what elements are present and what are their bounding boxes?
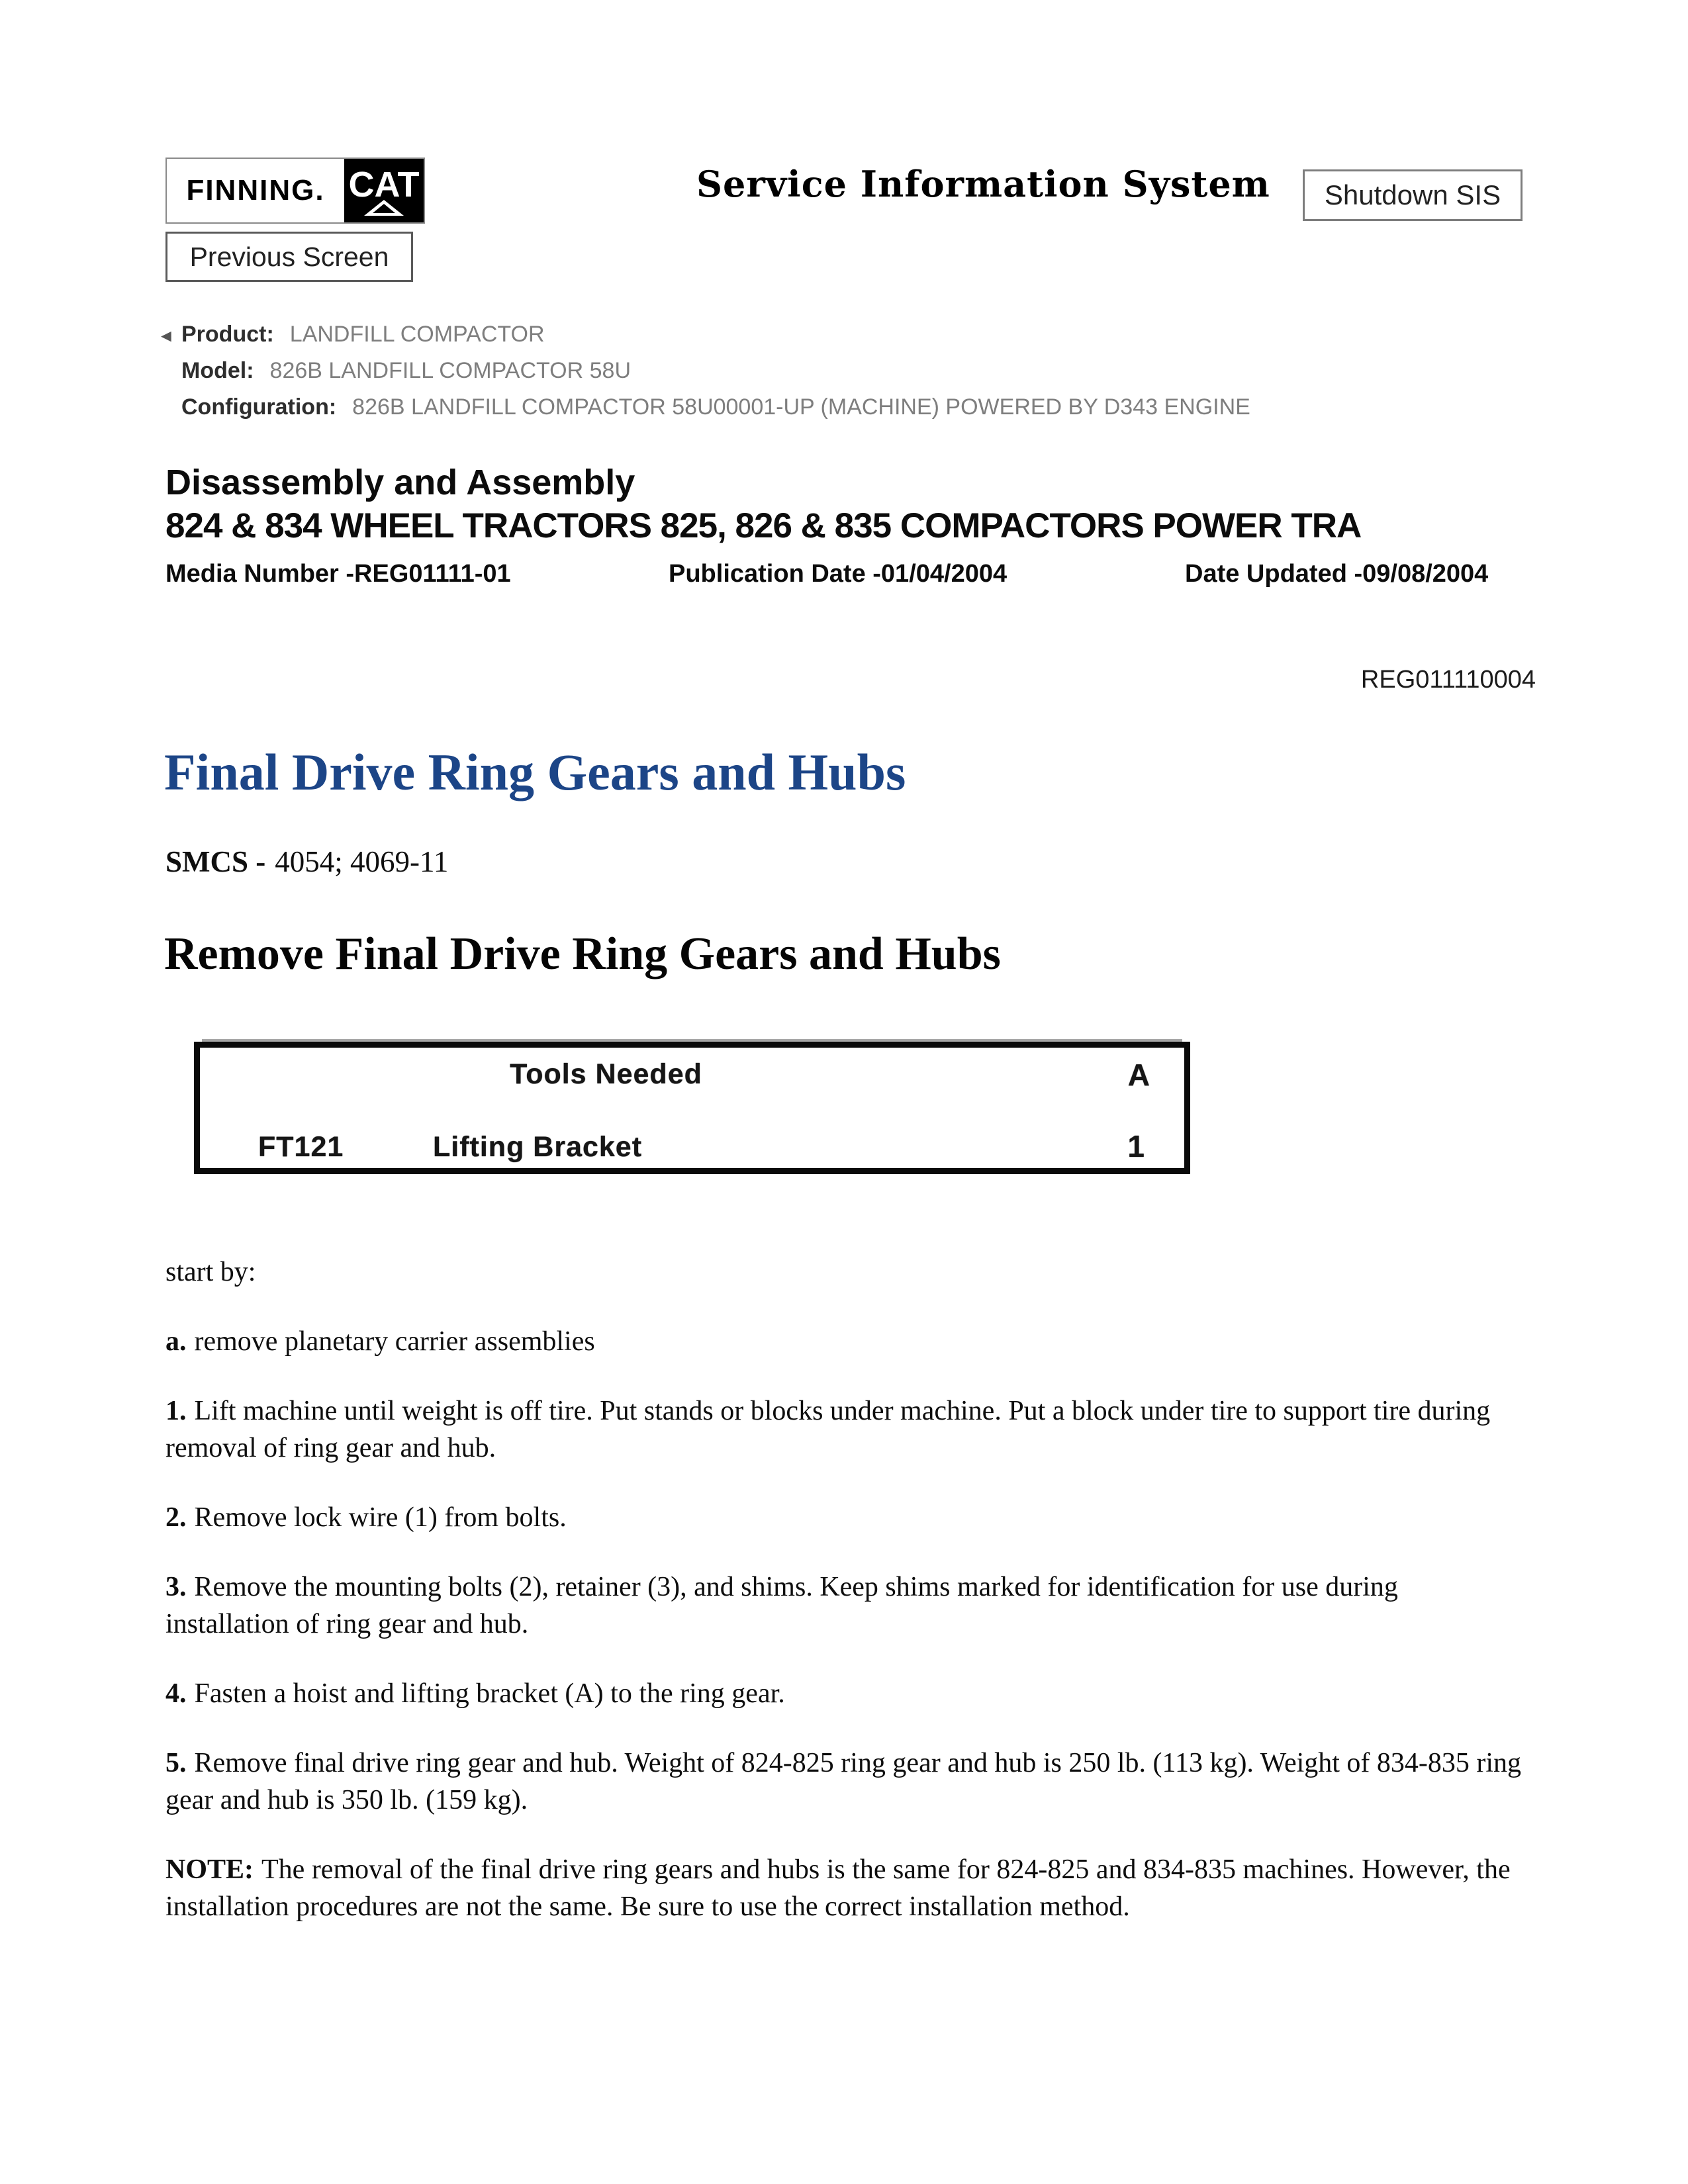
tool-name-cell: Lifting Bracket — [433, 1131, 643, 1163]
step-marker: a. — [165, 1326, 187, 1357]
tools-table-col-a: A — [1127, 1058, 1150, 1092]
step-text: remove planetary carrier assemblies — [194, 1326, 595, 1357]
start-by-line: start by: — [165, 1257, 256, 1287]
date-updated: Date Updated -09/08/2004 — [1185, 560, 1489, 588]
step-text: Fasten a hoist and lifting bracket (A) to the ring gear. — [194, 1678, 785, 1709]
step-marker: 2. — [165, 1502, 187, 1533]
step-marker: 5. — [165, 1748, 187, 1778]
step-text: Remove final drive ring gear and hub. Weight of 824-825 ring gear and hub is 250 lb. (113 kg). Weight of 834-835 ring gear and hub is 350 lb. (159 kg). — [165, 1748, 1522, 1815]
finning-logo-text: FINNING. — [186, 174, 325, 206]
step-paragraph-3 — [165, 1569, 1523, 1643]
step-text: Remove lock wire (1) from bolts. — [194, 1502, 567, 1533]
note-text: The removal of the final drive ring gears and hubs is the same for 824-825 and 834-835 machines. However, the installation procedures are not the same. Be sure to use the correct installation method. — [165, 1854, 1511, 1922]
finning-cat-logo — [165, 158, 425, 224]
note-marker: NOTE: — [165, 1854, 254, 1885]
product-info — [158, 322, 1250, 431]
publication-date: Publication Date -01/04/2004 — [669, 560, 1008, 588]
manual-section-title: Disassembly and Assembly — [165, 463, 635, 502]
step-marker: 4. — [165, 1678, 187, 1709]
model-label: Model: — [181, 358, 254, 383]
smcs-value: 4054; 4069-11 — [275, 845, 449, 878]
procedure-steps — [165, 1253, 1523, 1958]
note-paragraph — [165, 1851, 1523, 1925]
configuration-value: 826B LANDFILL COMPACTOR 58U00001-UP (MACHINE) POWERED BY D343 ENGINE — [352, 394, 1250, 420]
step-paragraph-5 — [165, 1745, 1523, 1819]
back-arrow-icon: ◄ — [158, 326, 175, 345]
step-paragraph-1 — [165, 1392, 1523, 1467]
step-marker: 3. — [165, 1572, 187, 1602]
shutdown-sis-button[interactable]: Shutdown SIS — [1303, 169, 1523, 221]
tools-table-header: Tools Needed — [510, 1058, 702, 1090]
document-code: REG011110004 — [1360, 666, 1536, 694]
cat-logo — [344, 159, 424, 222]
configuration-row — [158, 394, 1250, 418]
media-number: Media Number -REG01111-01 — [165, 560, 511, 588]
procedure-title: Remove Final Drive Ring Gears and Hubs — [164, 929, 1001, 979]
publication-meta — [0, 560, 1688, 589]
model-value: 826B LANDFILL COMPACTOR 58U — [269, 358, 631, 383]
document-title: Final Drive Ring Gears and Hubs — [164, 743, 906, 801]
step-paragraph-4 — [165, 1675, 1523, 1712]
configuration-label: Configuration: — [181, 394, 337, 420]
step-text: Remove the mounting bolts (2), retainer (3), and shims. Keep shims marked for identification for use during installation of ring gear and hub. — [165, 1572, 1398, 1639]
step-paragraph-a — [165, 1323, 1523, 1360]
product-value: LANDFILL COMPACTOR — [289, 322, 545, 347]
tool-qty-cell: 1 — [1127, 1129, 1145, 1163]
model-row — [158, 358, 1250, 382]
product-row — [158, 322, 1250, 345]
tools-needed-table — [194, 1042, 1190, 1174]
app-title: Service Information System — [696, 163, 1270, 205]
previous-screen-button[interactable]: Previous Screen — [165, 232, 413, 282]
cat-logo-triangle-inner-icon — [373, 204, 395, 213]
smcs-label: SMCS - — [165, 845, 266, 878]
step-paragraph-2 — [165, 1499, 1523, 1536]
manual-section-subtitle: 824 & 834 WHEEL TRACTORS 825, 826 & 835 COMPACTORS POWER TRA — [165, 506, 1362, 545]
step-marker: 1. — [165, 1396, 187, 1426]
step-text: Lift machine until weight is off tire. Put stands or blocks under machine. Put a block under tire to support tire during removal of ring gear and hub. — [165, 1396, 1491, 1463]
tool-number-cell: FT121 — [258, 1131, 344, 1163]
cat-logo-text: CAT — [348, 165, 420, 205]
product-label: Product: — [181, 322, 274, 347]
smcs-line — [165, 844, 448, 879]
